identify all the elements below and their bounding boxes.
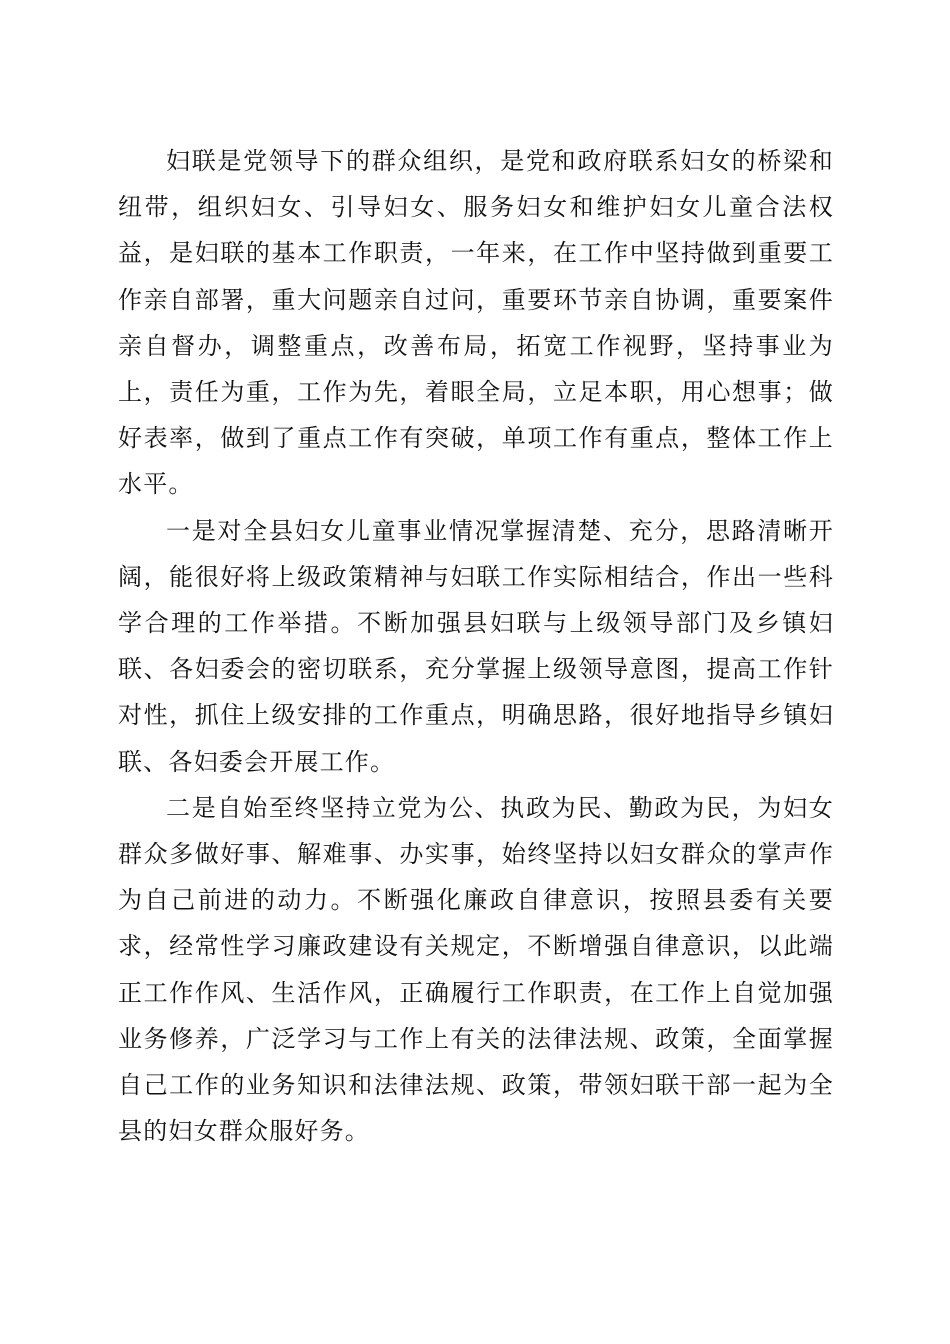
- paragraph-intro: 妇联是党领导下的群众组织，是党和政府联系妇女的桥梁和纽带，组织妇女、引导妇女、服务妇女和维护妇女儿童合法权益，是妇联的基本工作职责，一年来，在工作中坚持做到重要工作亲自部署，重大问题亲自过问，重要环节亲自协调，重要案件亲自督办，调整重点，改善布局，拓宽工作视野，坚持事业为上，责任为重，工作为先，着眼全局，立足本职，用心想事；做好表率，做到了重点工作有突破，单项工作有重点，整体工作上水平。: [118, 147, 834, 499]
- paragraph-point-two: 二是自始至终坚持立党为公、执政为民、勤政为民，为妇女群众多做好事、解难事、办实事，始终坚持以妇女群众的掌声作为自己前进的动力。不断强化廉政自律意识，按照县委有关要求，经常性学习廉政建设有关规定，不断增强自律意识，以此端正工作作风、生活作风，正确履行工作职责，在工作上自觉加强业务修养，广泛学习与工作上有关的法律法规、政策，全面掌握自己工作的业务知识和法律法规、政策，带领妇联干部一起为全县的妇女群众服好务。: [118, 793, 834, 1146]
- paragraph-point-one: 一是对全县妇女儿童事业情况掌握清楚、充分，思路清晰开阔，能很好将上级政策精神与妇联工作实际相结合，作出一些科学合理的工作举措。不断加强县妇联与上级领导部门及乡镇妇联、各妇委会的密切联系，充分掌握上级领导意图，提高工作针对性，抓住上级安排的工作重点，明确思路，很好地指导乡镇妇联、各妇委会开展工作。: [118, 516, 834, 776]
- document-body: [118, 138, 834, 1154]
